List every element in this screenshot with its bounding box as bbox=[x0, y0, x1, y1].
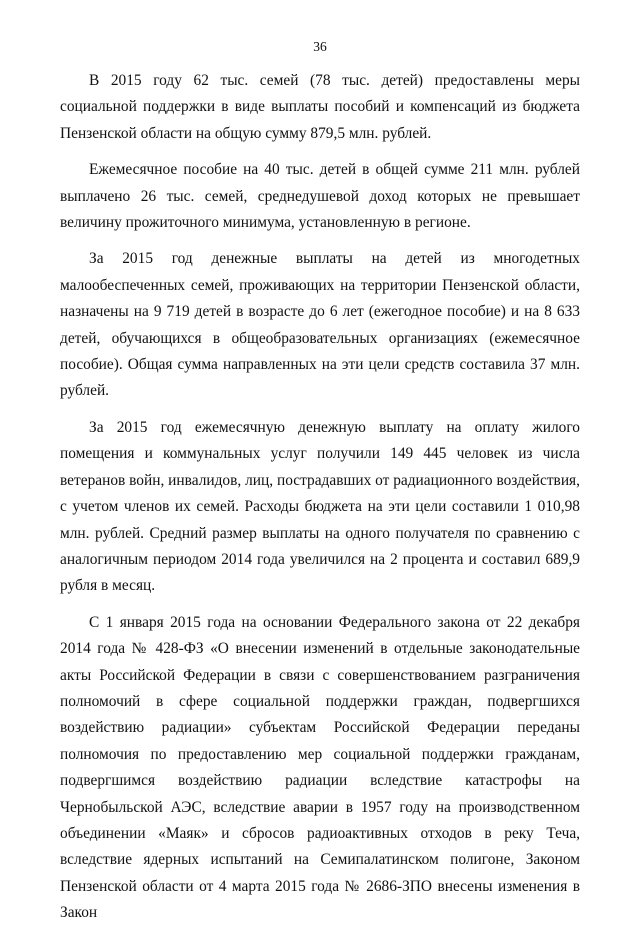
document-page bbox=[60, 38, 580, 937]
page-number: 36 bbox=[313, 39, 327, 54]
paragraph-radiation-law: С 1 января 2015 года на основании Федерального закона от 22 декабря 2014 года № 428-ФЗ «О внесении изменений в отдельные законодательные акты Российской Федерации в связи с совершенствованием разграничения полномочий в сфере социальной поддержки граждан, подвергшихся воздействию радиации» субъектам Российской Федерации переданы полномочия по предоставлению мер социальной поддержки гражданам, подвергшимся воздействию радиации вследствие катастрофы на Чернобыльской АЭС, вследствие аварии в 1957 году на производственном объединении «Маяк» и сбросов радиоактивных отходов в реку Теча, вследствие ядерных испытаний на Семипалатинском полигоне, Законом Пензенской области от 4 марта 2015 года № 2686-ЗПО внесены изменения в Закон bbox=[60, 613, 580, 922]
paragraph-housing-payment: За 2015 год ежемесячную денежную выплату на оплату жилого помещения и коммунальных услуг получили 149 445 человек из числа ветеранов войн, инвалидов, лиц, пострадавших от радиационного воздействия, с учетом членов их семей. Расходы бюджета на эти цели составили 1 010,98 млн. рублей. Средний размер выплаты на одного получателя по сравнению с аналогичным периодом 2014 года увеличился на 2 процента и составил 689,9 рубля в месяц. bbox=[60, 418, 580, 595]
paragraph-monthly-allowance: Ежемесячное пособие на 40 тыс. детей в общей сумме 211 млн. рублей выплачено 26 тыс. семей, среднедушевой доход которых не превышает величину прожиточного минимума, установленную в регионе. bbox=[60, 161, 580, 232]
paragraph-large-families: За 2015 год денежные выплаты на детей из многодетных малообеспеченных семей, проживающих на территории Пензенской области, назначены на 9 719 детей в возрасте до 6 лет (ежегодное пособие) и на 8 633 детей, обучающихся в общеобразовательных организациях (ежемесячное пособие). Общая сумма направленных на эти цели средств составила 37 млн. рублей. bbox=[60, 250, 580, 400]
paragraph-family-support: В 2015 году 62 тыс. семей (78 тыс. детей) предоставлены меры социальной поддержки в виде выплаты пособий и компенсаций из бюджета Пензенской области на общую сумму 879,5 млн. рублей. bbox=[60, 72, 580, 142]
